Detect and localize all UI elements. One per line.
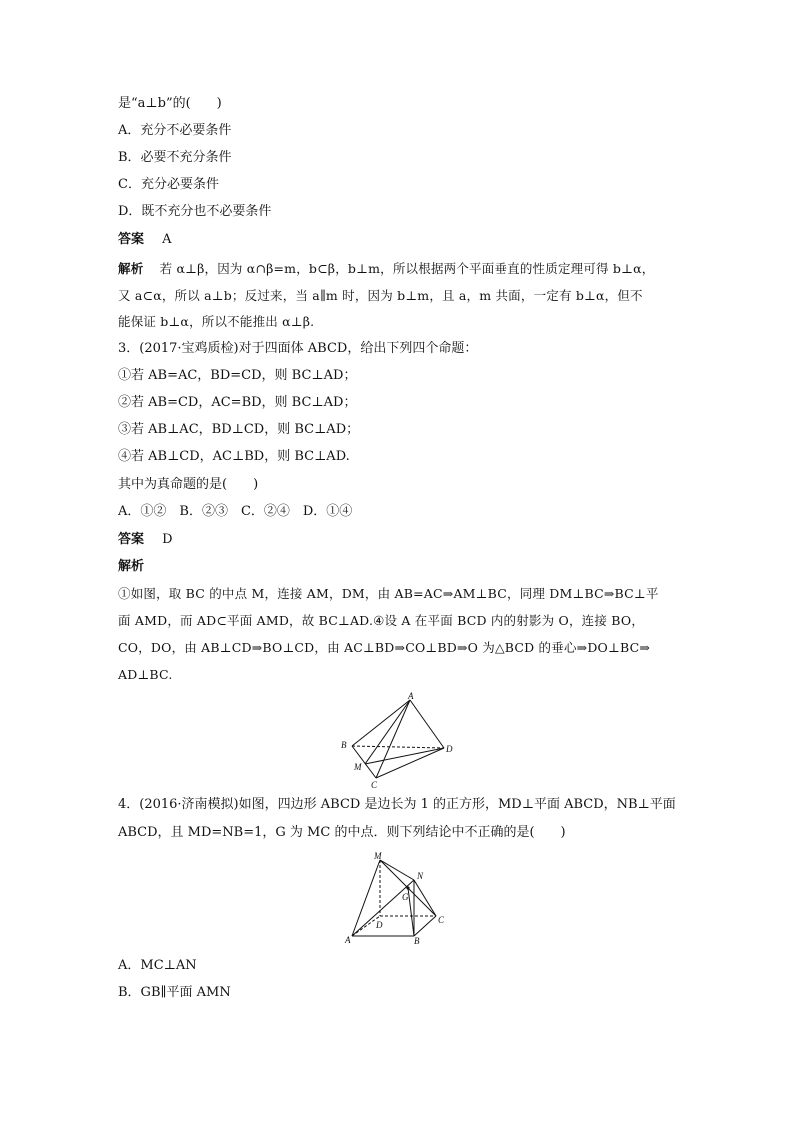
point-g: [406, 886, 409, 889]
edge-bd-hidden: [352, 746, 444, 748]
q2-stem-tail: 是“a⊥b”的( ): [118, 96, 222, 111]
q3-analysis-line-3: CO，DO，由 AB⊥CD⇒BO⊥CD，由 AC⊥BD⇒CO⊥BD⇒O 为△BCD 的垂心⇒DO⊥BC⇒: [118, 640, 651, 655]
edge-ac: [376, 700, 410, 778]
label-b: B: [414, 936, 420, 946]
q2-analysis-line-1: 解析 若 α⊥β，因为 α∩β=m，b⊂β，b⊥m，所以根据两个平面垂直的性质定理可得 b⊥α，: [118, 261, 655, 276]
q3-stem: 3．(2017·宝鸡质检)对于四面体 ABCD，给出下列四个命题：: [118, 341, 478, 356]
q4-stem-line-2: ABCD，且 MD=NB=1，G 为 MC 的中点．则下列结论中不正确的是( ): [118, 825, 566, 840]
q2-analysis-line-3: 能保证 b⊥α，所以不能推出 α⊥β.: [118, 314, 315, 329]
q2-answer: [118, 230, 172, 250]
label-d: D: [446, 744, 453, 754]
q3-prop-1: ①若 AB=AC，BD=CD，则 BC⊥AD；: [118, 368, 357, 383]
q3-ask: 其中为真命题的是( ): [118, 477, 259, 492]
tetrahedron-figure: [336, 691, 460, 790]
segment-gb: [408, 888, 414, 936]
segment-md: [365, 748, 444, 764]
label-d: D: [376, 920, 383, 930]
label-n: N: [417, 871, 424, 881]
label-c: C: [371, 780, 378, 790]
label-m: M: [374, 851, 382, 861]
label-g: G: [402, 892, 409, 902]
q3-prop-2: ②若 AB=CD，AC=BD，则 BC⊥AD；: [118, 395, 357, 410]
analysis-label: 解析: [118, 261, 144, 276]
square-pyramid-figure: [342, 850, 454, 946]
edge-bc: [414, 916, 436, 936]
label-b: B: [341, 740, 347, 750]
q4-option-b: B．GB∥平面 AMN: [118, 985, 231, 1000]
q3-analysis-label: 解析: [118, 559, 145, 574]
edge-ad: [410, 700, 444, 748]
q3-analysis-line-2: 面 AMD，而 AD⊂平面 AMD，故 BC⊥AD.④设 A 在平面 BCD 内的射影为 O，连接 BO，: [118, 613, 645, 628]
label-c: C: [438, 915, 445, 925]
edge-cd: [376, 748, 444, 778]
segment-am: [365, 700, 410, 764]
answer-label: 答案: [118, 232, 145, 247]
q2-option-a: A．充分不必要条件: [118, 123, 232, 138]
q3-answer: [118, 530, 173, 550]
segment-an: [352, 880, 414, 936]
q4-option-a: A．MC⊥AN: [118, 958, 197, 973]
answer-label: 答案: [118, 532, 145, 547]
q3-prop-3: ③若 AB⊥AC，BD⊥CD，则 BC⊥AD；: [118, 422, 360, 437]
q3-analysis-line-1: ①如图，取 BC 的中点 M，连接 AM，DM，由 AB=AC⇒AM⊥BC，同理 DM⊥BC⇒BC⊥平: [118, 586, 659, 601]
answer-value: D: [162, 532, 173, 547]
label-a: A: [345, 935, 351, 945]
answer-value: A: [162, 232, 172, 247]
edge-ab: [352, 700, 410, 746]
q2-option-c: C．充分必要条件: [118, 177, 219, 192]
q4-stem-line-1: 4．(2016·济南模拟)如图，四边形 ABCD 是边长为 1 的正方形，MD⊥平面 ABCD，NB⊥平面: [118, 797, 676, 812]
q3-options: A．①② B．②③ C．②④ D．①④: [118, 504, 353, 519]
q2-option-d: D．既不充分也不必要条件: [118, 204, 272, 219]
label-m: M: [354, 762, 362, 772]
q3-prop-4: ④若 AB⊥CD，AC⊥BD，则 BC⊥AD.: [118, 449, 350, 464]
q2-analysis-line-2: 又 a⊂α，所以 a⊥b；反过来，当 a∥m 时，因为 b⊥m，且 a，m 共面，一定有 b⊥α，但不: [118, 288, 643, 303]
q2-option-b: B．必要不充分条件: [118, 150, 232, 165]
label-a: A: [408, 691, 414, 701]
q3-analysis-line-4: AD⊥BC.: [118, 667, 173, 682]
